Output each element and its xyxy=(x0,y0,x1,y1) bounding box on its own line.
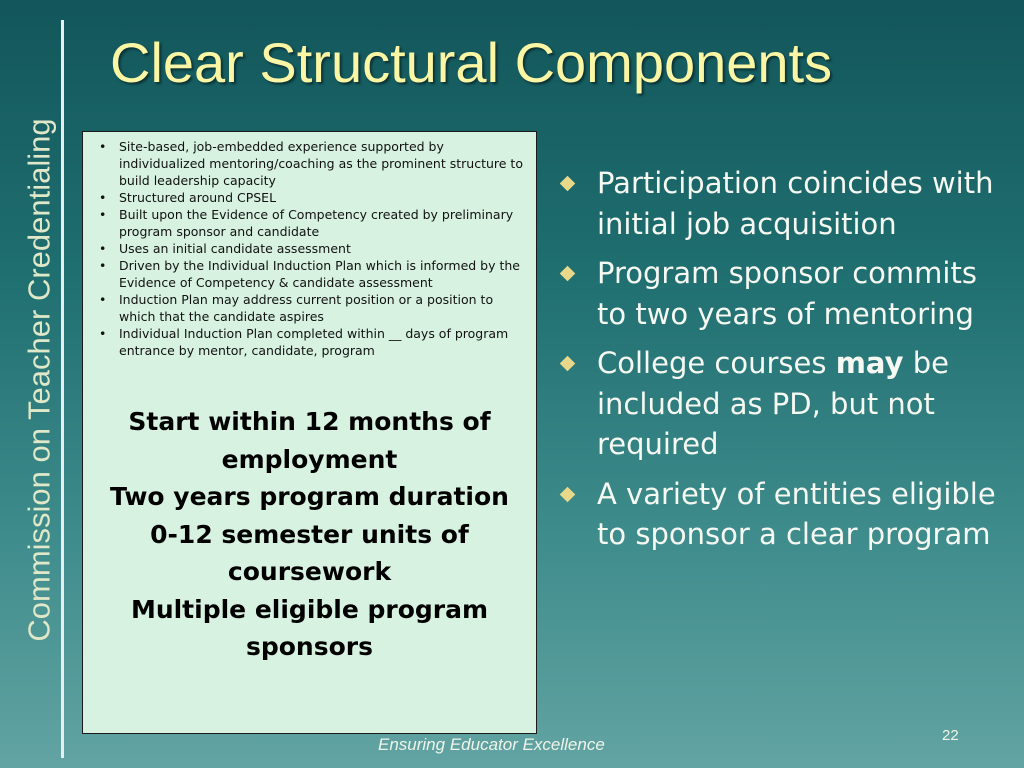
summary-line: 0-12 semester units of coursework xyxy=(150,519,469,586)
details-item: • Built upon the Evidence of Competency created by preliminary program sponsor and candidate xyxy=(93,206,526,240)
summary-line: Multiple eligible program sponsors xyxy=(130,594,489,661)
slide-footer: Ensuring Educator Excellence xyxy=(378,735,605,754)
diamond-bullet-icon xyxy=(560,356,576,372)
vertical-divider xyxy=(61,20,64,758)
brand-text: Commission on Teacher Credentialing xyxy=(22,118,57,642)
details-list xyxy=(93,138,526,359)
key-point xyxy=(560,343,1000,465)
summary-line: Start within 12 months of employment xyxy=(128,407,491,474)
diamond-bullet-icon xyxy=(560,266,576,282)
details-box xyxy=(82,131,537,734)
details-item: • Uses an initial candidate assessment xyxy=(93,240,526,257)
key-point-emphasis: may xyxy=(835,346,904,380)
key-points-list xyxy=(560,163,1000,564)
key-point-text-pre: College courses xyxy=(597,346,836,380)
details-item: • Individual Induction Plan completed within __ days of program entrance by mentor, candidate, program xyxy=(93,325,526,359)
details-item: • Site-based, job-embedded experience supported by individualized mentoring/coaching as the prominent structure to build leadership capacity xyxy=(93,138,526,189)
key-point-text: A variety of entities eligible to sponsor a clear program xyxy=(597,476,996,551)
summary-line: Two years program duration xyxy=(110,482,509,511)
diamond-bullet-icon xyxy=(560,176,576,192)
key-point-text-post: be included as PD, but not required xyxy=(597,346,949,461)
slide-title: Clear Structural Components xyxy=(110,31,833,94)
summary-block xyxy=(93,403,526,666)
details-item: • Driven by the Individual Induction Plan which is informed by the Evidence of Competency & candidate assessment xyxy=(93,257,526,291)
details-item: • Structured around CPSEL xyxy=(93,189,526,206)
diamond-bullet-icon xyxy=(560,486,576,502)
slide-number: 22 xyxy=(942,727,959,744)
details-item: • Induction Plan may address current position or a position to which that the candidate aspires xyxy=(93,291,526,325)
key-point xyxy=(560,474,1000,555)
key-point xyxy=(560,253,1000,334)
key-point-text: Participation coincides with initial job acquisition xyxy=(597,166,994,241)
vertical-brand xyxy=(20,60,60,700)
key-point-text: Program sponsor commits to two years of mentoring xyxy=(597,256,977,331)
key-point xyxy=(560,163,1000,244)
